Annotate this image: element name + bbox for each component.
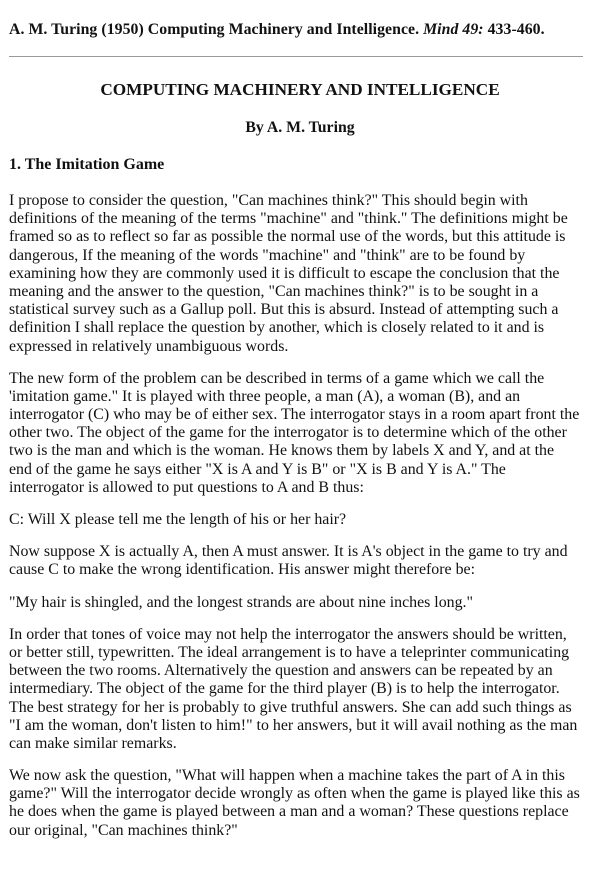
text-line: I propose to consider the question, "Can machines think?" This should begin with — [9, 192, 528, 209]
text-line: In order that tones of voice may not help the interrogator the answers should be written, — [9, 625, 567, 643]
body-text — [9, 192, 599, 840]
text-line: can make similar remarks. — [9, 734, 177, 752]
text-line: interrogator (C) who may be of either sex. The interrogator stays in a room apart front the — [9, 406, 580, 424]
paragraph-gap — [9, 753, 599, 767]
text-line: end of the game he says either "X is A and Y is B" or "X is B and Y is A." The — [9, 460, 506, 478]
text-line: game?" Will the interrogator decide wrongly as often when the game is played like this as — [9, 785, 580, 803]
citation-pages: 433-460. — [483, 21, 545, 38]
citation-header — [9, 21, 545, 39]
text-line: dangerous, If the meaning of the words "machine" and "think" are to be found by — [9, 246, 526, 264]
author-byline: By A. M. Turing — [245, 119, 355, 136]
text-line: examining how they are commonly used it is difficult to escape the conclusion that the — [9, 264, 560, 282]
text-line: cause C to make the wrong identification. His answer might therefore be: — [9, 561, 475, 579]
text-line: framed so as to reflect so far as possible the normal use of the words, but this attitude is — [9, 228, 566, 246]
text-line: We now ask the question, "What will happen when a machine takes the part of A in this — [9, 767, 565, 785]
paragraph-gap — [9, 529, 599, 543]
text-line: statistical survey such as a Gallup poll. But this is absurd. Instead of attempting such a — [9, 301, 559, 319]
text-line: our original, "Can machines think?" — [9, 821, 238, 839]
paragraph-gap — [9, 580, 599, 594]
text-line: 'imitation game." It is played with three people, a man (A), a woman (B), and an — [9, 387, 521, 405]
text-line: meaning and the answer to the question, "Can machines think?" is to be sought in a — [9, 282, 539, 300]
text-line: The new form of the problem can be described in terms of a game which we call the — [9, 369, 545, 387]
text-line: definitions of the meaning of the terms "machine" and "think." The definitions might be — [9, 210, 568, 228]
text-line: intermediary. The object of the game for the third player (B) is to help the interrogator. — [9, 680, 560, 698]
paragraph — [9, 626, 599, 753]
paragraph-gap — [9, 612, 599, 626]
paragraph — [9, 594, 599, 612]
text-line: definition I shall replace the question by another, which is closely related to it and is — [9, 319, 545, 337]
text-line: expressed in relatively unambiguous words. — [9, 337, 289, 355]
text-line: other two. The object of the game for the interrogator is to determine which of the other — [9, 424, 567, 442]
paragraph-gap — [9, 356, 599, 370]
text-line: "I am the woman, don't listen to him!" to her answers, but it will avail nothing as the man — [9, 716, 578, 734]
document-title: COMPUTING MACHINERY AND INTELLIGENCE — [100, 80, 500, 99]
paragraph — [9, 370, 599, 497]
paragraph-gap — [9, 497, 599, 511]
text-line: Now suppose X is actually A, then A must answer. It is A's object in the game to try and — [9, 543, 568, 561]
text-line: "My hair is shingled, and the longest strands are about nine inches long." — [9, 593, 474, 611]
text-line: The best strategy for her is probably to give truthful answers. She can add such things as — [9, 698, 572, 716]
text-line: two is the man and which is the woman. He knows them by labels X and Y, and at the — [9, 442, 555, 460]
text-line: he does when the game is played between a man and a woman? These questions replace — [9, 803, 569, 821]
paragraph — [9, 511, 599, 529]
text-line: C: Will X please tell me the length of his or her hair? — [9, 511, 347, 528]
text-line: interrogator is allowed to put questions to A and B thus: — [9, 478, 364, 496]
text-line: or better still, typewritten. The ideal arrangement is to have a teleprinter communicating — [9, 643, 570, 661]
paragraph — [9, 543, 599, 579]
paragraph — [9, 767, 599, 840]
text-line: between the two rooms. Alternatively the question and answers can be repeated by an — [9, 662, 553, 680]
header-divider — [9, 56, 583, 57]
citation-journal: Mind 49: — [423, 21, 484, 38]
section-heading: 1. The Imitation Game — [9, 156, 165, 173]
paragraph — [9, 192, 599, 356]
citation-main: A. M. Turing (1950) Computing Machinery and Intelligence. — [9, 21, 424, 38]
